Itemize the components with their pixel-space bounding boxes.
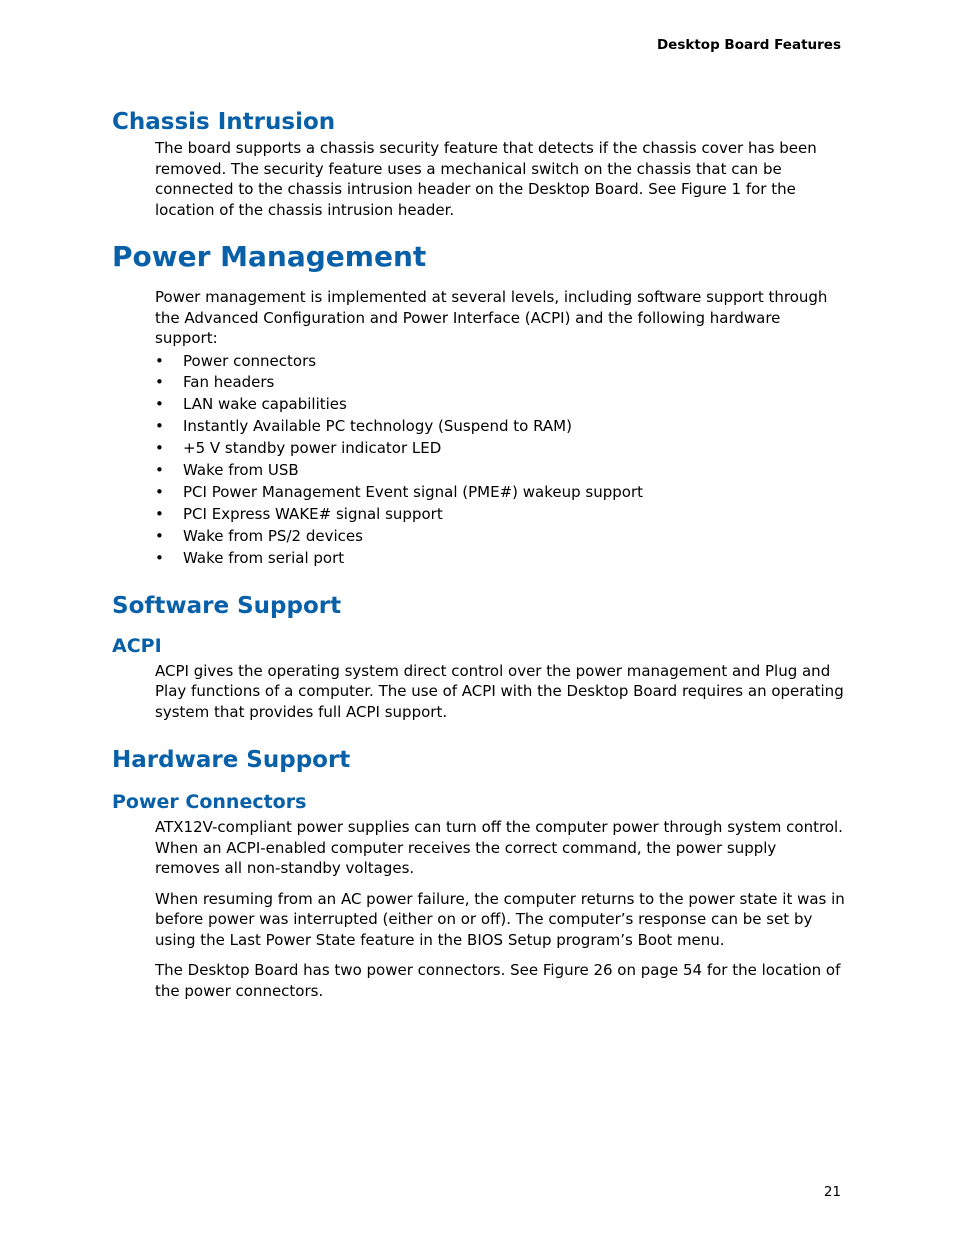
list-item-text: Wake from serial port xyxy=(183,548,345,567)
list-item xyxy=(155,526,842,548)
power-connectors-paragraph-1: ATX12V-compliant power supplies can turn off the computer power through system control. When an ACPI-enabled computer receives the correct command, the power supply removes all non-standby voltages. xyxy=(155,818,843,878)
list-item-text: Fan headers xyxy=(183,373,275,392)
list-item xyxy=(155,460,842,482)
list-item-text: Wake from USB xyxy=(183,461,299,480)
hardware-support-list xyxy=(155,351,842,570)
page-number: 21 xyxy=(823,1184,841,1200)
power-connectors-paragraph-3: The Desktop Board has two power connectors. See Figure 26 on page 54 for the location of the power connectors. xyxy=(155,961,841,1000)
list-item xyxy=(155,372,842,394)
list-item-text: PCI Power Management Event signal (PME#) wakeup support xyxy=(183,482,644,501)
bullet-glyph: • xyxy=(155,373,164,392)
running-header: Desktop Board Features xyxy=(656,37,841,53)
list-item-text: Instantly Available PC technology (Suspend to RAM) xyxy=(183,417,572,436)
list-item xyxy=(155,482,842,504)
power-connectors-heading: Power Connectors xyxy=(112,791,307,814)
hardware-support-heading: Hardware Support xyxy=(112,747,351,774)
list-item-text: Wake from PS/2 devices xyxy=(183,526,363,545)
bullet-glyph: • xyxy=(155,395,164,414)
power-management-heading: Power Management xyxy=(112,240,427,273)
list-item xyxy=(155,394,842,416)
bullet-glyph: • xyxy=(155,526,164,545)
list-item xyxy=(155,504,842,526)
list-item xyxy=(155,438,842,460)
list-item-text: LAN wake capabilities xyxy=(183,395,347,414)
bullet-glyph: • xyxy=(155,548,164,567)
list-item-text: PCI Express WAKE# signal support xyxy=(183,504,443,523)
acpi-heading: ACPI xyxy=(112,634,162,657)
chassis-intrusion-heading: Chassis Intrusion xyxy=(112,109,336,135)
bullet-glyph: • xyxy=(155,351,164,370)
list-item xyxy=(155,548,842,570)
bullet-glyph: • xyxy=(155,482,164,501)
page-content xyxy=(112,108,845,1011)
list-item xyxy=(155,351,842,373)
list-item-text: Power connectors xyxy=(183,351,317,370)
power-connectors-paragraph-2: When resuming from an AC power failure, the computer returns to the power state it was in before power was interrupted (either on or off). The computer’s response can be set by using the Last Power State feature in the BIOS Setup program’s Boot menu. xyxy=(155,889,845,949)
list-item-text: +5 V standby power indicator LED xyxy=(183,439,442,458)
bullet-glyph: • xyxy=(155,439,164,458)
list-item xyxy=(155,416,842,438)
bullet-glyph: • xyxy=(155,504,164,523)
bullet-glyph: • xyxy=(155,461,164,480)
acpi-paragraph: ACPI gives the operating system direct control over the power management and Plug and Play functions of a computer. The use of ACPI with the Desktop Board requires an operating system that provides full ACPI support. xyxy=(155,661,844,721)
software-support-heading: Software Support xyxy=(112,592,342,619)
bullet-glyph: • xyxy=(155,417,164,436)
power-management-intro: Power management is implemented at several levels, including software support through the Advanced Configuration and Power Interface (ACPI) and the following hardware support: xyxy=(155,288,828,347)
chassis-intrusion-paragraph: The board supports a chassis security feature that detects if the chassis cover has been removed. The security feature uses a mechanical switch on the chassis that can be connected to the chassis intrusion header on the Desktop Board. See Figure 1 for the location of the chassis intrusion header. xyxy=(155,139,817,219)
